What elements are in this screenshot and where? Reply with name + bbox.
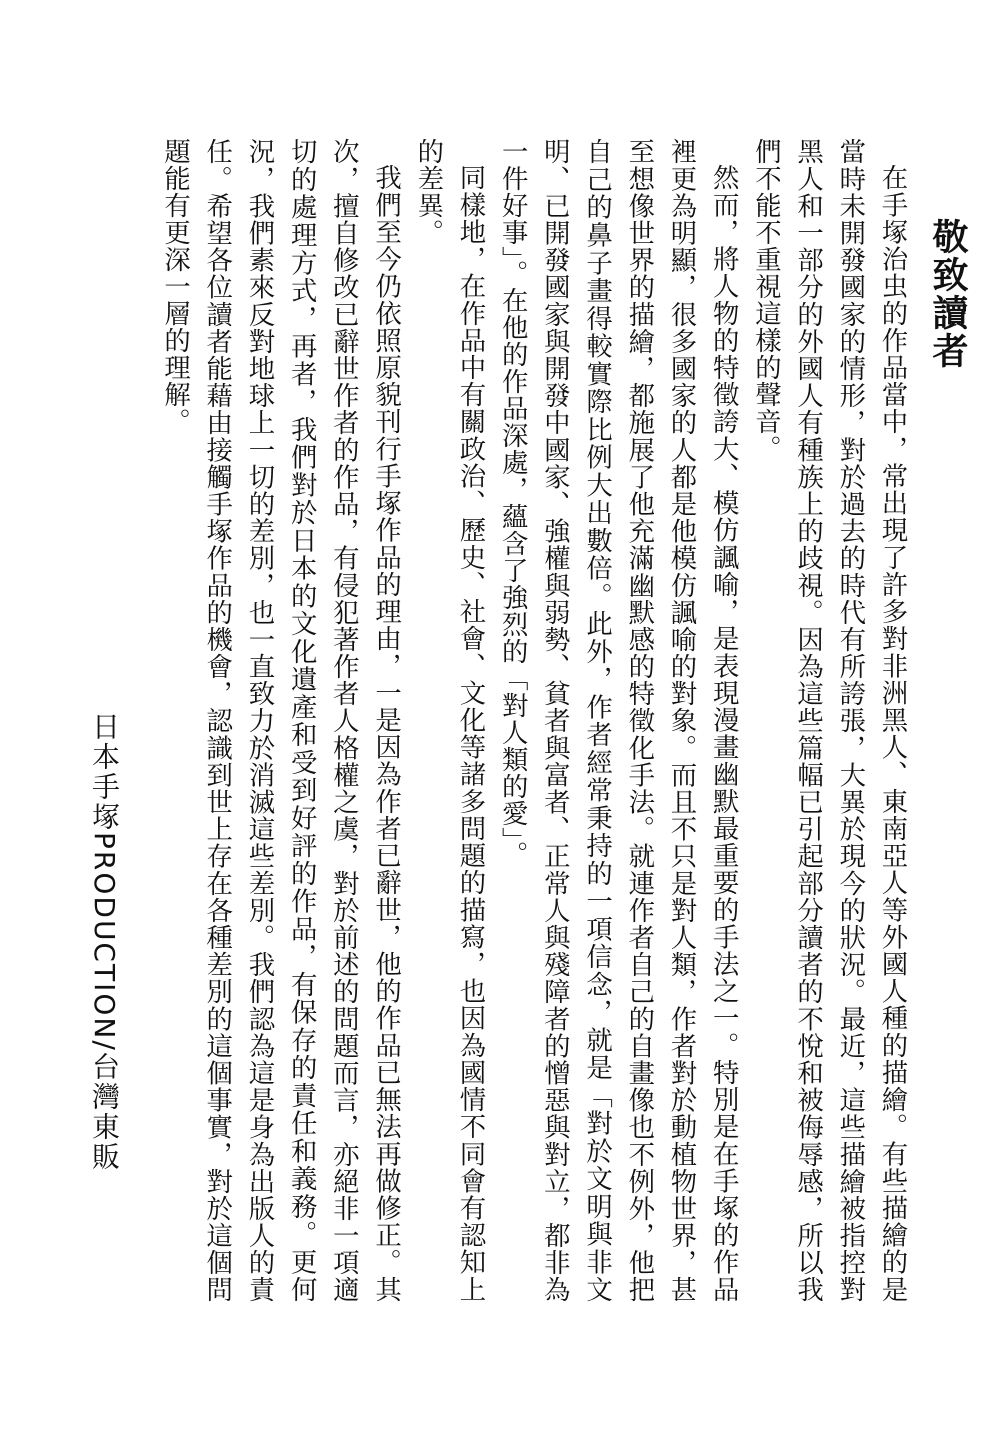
paragraph-1: 在手塚治虫的作品當中，常出現了許多對非洲黑人、東南亞人等外國人種的描繪。有些描繪的是當時未開發國家的情形，對於過去的時代有所誇張，大異於現今的狀況。最近，這些描繪被指控對黑人和一部分的外國人有種族上的歧視。因為這些篇幅已引起部分讀者的不悅和被侮辱感，所以我們不能不重視這樣的聲音。 [750, 138, 908, 1303]
page-title: 敬致讀者 [927, 218, 968, 370]
paragraph-4: 我們至今仍依照原貌刊行手塚作品的理由，一是因為作者已辭世，他的作品已無法再做修正。其次，擅自修改已辭世作者的作品，有侵犯著作者人格權之虞，對於前述的問題而言，亦絕非一項適切的處理方式，再者，我們對於日本的文化遺產和受到好評的作品，有保存的責任和義務。更何況，我們素來反對地球上一切的差別，也一直致力於消滅這些差別。我們認為這是身為出版人的責任。希望各位讀者能藉由接觸手塚作品的機會，認識到世上存在各種差別的這個事實，對於這個問題能有更深一層的理解。 [159, 138, 402, 1303]
publisher-signature: 日本手塚PRODUCTION/台灣東販 [88, 712, 121, 1172]
notice-body [153, 138, 913, 1303]
paragraph-3: 同樣地，在作品中有關政治、歷史、社會、文化等諸多問題的描寫，也因為國情不同會有認知上的差異。 [412, 138, 486, 1303]
paragraph-2: 然而，將人物的特徵誇大、模仿諷喻，是表現漫畫幽默最重要的手法之一。特別是在手塚的作品裡更為明顯，很多國家的人都是他模仿諷喻的對象。而且不只是對人類，作者對於動植物世界，甚至想像世界的描繪，都施展了他充滿幽默感的特徵化手法。就連作者自己的自畫像也不例外，他把自己的鼻子畫得較實際比例大出數倍。此外，作者經常秉持的一項信念，就是「對於文明與非文明、已開發國家與開發中國家、強權與弱勢、貧者與富者、正常人與殘障者的憎惡與對立，都非為一件好事」。在他的作品深處，蘊含了強烈的「對人類的愛」。 [497, 138, 740, 1303]
